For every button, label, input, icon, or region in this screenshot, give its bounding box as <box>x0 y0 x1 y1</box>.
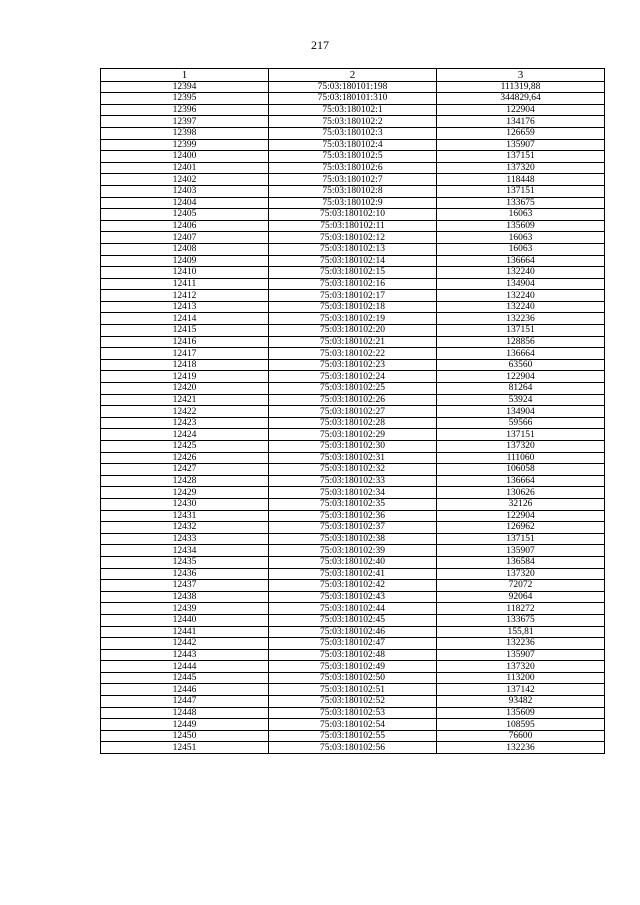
row-number-cell: 12434 <box>101 545 269 557</box>
value-cell: 63560 <box>437 359 605 371</box>
table-row <box>101 313 605 325</box>
table-row <box>101 359 605 371</box>
value-cell: 108595 <box>437 719 605 731</box>
cadastral-number-cell: 75:03:180102:8 <box>269 185 437 197</box>
value-cell: 136664 <box>437 348 605 360</box>
value-cell: 128856 <box>437 336 605 348</box>
value-cell: 135907 <box>437 545 605 557</box>
value-cell: 137320 <box>437 661 605 673</box>
row-number-cell: 12404 <box>101 197 269 209</box>
cadastral-number-cell: 75:03:180102:39 <box>269 545 437 557</box>
table-row <box>101 487 605 499</box>
row-number-cell: 12447 <box>101 696 269 708</box>
table-row <box>101 255 605 267</box>
table-row <box>101 742 605 754</box>
table-row <box>101 243 605 255</box>
row-number-cell: 12418 <box>101 359 269 371</box>
value-cell: 137151 <box>437 325 605 337</box>
row-number-cell: 12431 <box>101 510 269 522</box>
row-number-cell: 12437 <box>101 580 269 592</box>
cadastral-number-cell: 75:03:180102:48 <box>269 649 437 661</box>
cadastral-number-cell: 75:03:180102:3 <box>269 127 437 139</box>
value-cell: 122904 <box>437 371 605 383</box>
row-number-cell: 12394 <box>101 81 269 93</box>
value-cell: 132240 <box>437 301 605 313</box>
value-cell: 122904 <box>437 104 605 116</box>
value-cell: 135907 <box>437 139 605 151</box>
value-cell: 137142 <box>437 684 605 696</box>
row-number-cell: 12409 <box>101 255 269 267</box>
value-cell: 132236 <box>437 313 605 325</box>
row-number-cell: 12398 <box>101 127 269 139</box>
table-row <box>101 417 605 429</box>
cadastral-number-cell: 75:03:180102:35 <box>269 498 437 510</box>
cadastral-number-cell: 75:03:180102:36 <box>269 510 437 522</box>
table-row <box>101 104 605 116</box>
table-row <box>101 162 605 174</box>
value-cell: 136584 <box>437 556 605 568</box>
value-cell: 122904 <box>437 510 605 522</box>
table-row <box>101 209 605 221</box>
row-number-cell: 12421 <box>101 394 269 406</box>
table-row <box>101 93 605 105</box>
value-cell: 137151 <box>437 429 605 441</box>
table-row <box>101 603 605 615</box>
table-row <box>101 649 605 661</box>
cadastral-number-cell: 75:03:180102:41 <box>269 568 437 580</box>
table-row <box>101 475 605 487</box>
row-number-cell: 12399 <box>101 139 269 151</box>
value-cell: 136664 <box>437 475 605 487</box>
cadastral-number-cell: 75:03:180102:1 <box>269 104 437 116</box>
row-number-cell: 12411 <box>101 278 269 290</box>
cadastral-number-cell: 75:03:180102:54 <box>269 719 437 731</box>
value-cell: 137320 <box>437 162 605 174</box>
row-number-cell: 12403 <box>101 185 269 197</box>
value-cell: 135907 <box>437 649 605 661</box>
row-number-cell: 12395 <box>101 93 269 105</box>
cadastral-number-cell: 75:03:180102:10 <box>269 209 437 221</box>
cadastral-number-cell: 75:03:180102:47 <box>269 638 437 650</box>
cadastral-number-cell: 75:03:180102:33 <box>269 475 437 487</box>
table-row <box>101 441 605 453</box>
value-cell: 16063 <box>437 209 605 221</box>
row-number-cell: 12440 <box>101 614 269 626</box>
value-cell: 132236 <box>437 742 605 754</box>
table-row <box>101 348 605 360</box>
row-number-cell: 12402 <box>101 174 269 186</box>
row-number-cell: 12449 <box>101 719 269 731</box>
table-row <box>101 336 605 348</box>
value-cell: 72072 <box>437 580 605 592</box>
row-number-cell: 12442 <box>101 638 269 650</box>
cadastral-number-cell: 75:03:180102:53 <box>269 707 437 719</box>
row-number-cell: 12413 <box>101 301 269 313</box>
row-number-cell: 12436 <box>101 568 269 580</box>
row-number-cell: 12433 <box>101 533 269 545</box>
table-row <box>101 220 605 232</box>
cadastral-number-cell: 75:03:180102:50 <box>269 672 437 684</box>
row-number-cell: 12406 <box>101 220 269 232</box>
table-row <box>101 371 605 383</box>
value-cell: 53924 <box>437 394 605 406</box>
cadastral-number-cell: 75:03:180102:22 <box>269 348 437 360</box>
value-cell: 137151 <box>437 185 605 197</box>
cadastral-number-cell: 75:03:180102:44 <box>269 603 437 615</box>
table-row <box>101 707 605 719</box>
value-cell: 113200 <box>437 672 605 684</box>
row-number-cell: 12444 <box>101 661 269 673</box>
table-row <box>101 452 605 464</box>
table-row <box>101 591 605 603</box>
value-cell: 130626 <box>437 487 605 499</box>
value-cell: 126962 <box>437 522 605 534</box>
table-row <box>101 383 605 395</box>
cadastral-number-cell: 75:03:180102:5 <box>269 151 437 163</box>
value-cell: 136664 <box>437 255 605 267</box>
value-cell: 137151 <box>437 533 605 545</box>
row-number-cell: 12430 <box>101 498 269 510</box>
row-number-cell: 12401 <box>101 162 269 174</box>
cadastral-number-cell: 75:03:180102:52 <box>269 696 437 708</box>
row-number-cell: 12432 <box>101 522 269 534</box>
value-cell: 132240 <box>437 290 605 302</box>
value-cell: 137320 <box>437 568 605 580</box>
cadastral-number-cell: 75:03:180102:49 <box>269 661 437 673</box>
row-number-cell: 12407 <box>101 232 269 244</box>
page-number: 217 <box>311 38 329 52</box>
row-number-cell: 12396 <box>101 104 269 116</box>
row-number-cell: 12446 <box>101 684 269 696</box>
table-row <box>101 232 605 244</box>
row-number-cell: 12424 <box>101 429 269 441</box>
column-header-2: 2 <box>269 69 437 82</box>
table-row <box>101 661 605 673</box>
cadastral-number-cell: 75:03:180102:7 <box>269 174 437 186</box>
cadastral-number-cell: 75:03:180102:4 <box>269 139 437 151</box>
cadastral-number-cell: 75:03:180102:26 <box>269 394 437 406</box>
cadastral-number-cell: 75:03:180102:20 <box>269 325 437 337</box>
cadastral-number-cell: 75:03:180102:30 <box>269 441 437 453</box>
cadastral-number-cell: 75:03:180102:17 <box>269 290 437 302</box>
row-number-cell: 12410 <box>101 267 269 279</box>
value-cell: 133675 <box>437 197 605 209</box>
cadastral-number-cell: 75:03:180101:310 <box>269 93 437 105</box>
value-cell: 16063 <box>437 243 605 255</box>
cadastral-number-cell: 75:03:180102:9 <box>269 197 437 209</box>
table-row <box>101 568 605 580</box>
value-cell: 32126 <box>437 498 605 510</box>
row-number-cell: 12397 <box>101 116 269 128</box>
table-row <box>101 197 605 209</box>
cadastral-number-cell: 75:03:180102:14 <box>269 255 437 267</box>
row-number-cell: 12445 <box>101 672 269 684</box>
table-row <box>101 626 605 638</box>
table-row <box>101 301 605 313</box>
cadastral-number-cell: 75:03:180102:16 <box>269 278 437 290</box>
row-number-cell: 12405 <box>101 209 269 221</box>
cadastral-number-cell: 75:03:180102:45 <box>269 614 437 626</box>
table-row <box>101 498 605 510</box>
cadastral-number-cell: 75:03:180102:13 <box>269 243 437 255</box>
header-row <box>101 69 605 82</box>
table-row <box>101 267 605 279</box>
row-number-cell: 12414 <box>101 313 269 325</box>
table-row <box>101 545 605 557</box>
value-cell: 111319,88 <box>437 81 605 93</box>
data-table <box>100 68 605 754</box>
row-number-cell: 12438 <box>101 591 269 603</box>
value-cell: 135609 <box>437 707 605 719</box>
row-number-cell: 12422 <box>101 406 269 418</box>
value-cell: 134904 <box>437 278 605 290</box>
value-cell: 126659 <box>437 127 605 139</box>
table-body <box>101 81 605 753</box>
value-cell: 134176 <box>437 116 605 128</box>
value-cell: 137151 <box>437 151 605 163</box>
table-row <box>101 580 605 592</box>
cadastral-number-cell: 75:03:180102:43 <box>269 591 437 603</box>
value-cell: 93482 <box>437 696 605 708</box>
column-header-1: 1 <box>101 69 269 82</box>
row-number-cell: 12420 <box>101 383 269 395</box>
value-cell: 118448 <box>437 174 605 186</box>
value-cell: 59566 <box>437 417 605 429</box>
value-cell: 132240 <box>437 267 605 279</box>
table-row <box>101 730 605 742</box>
cadastral-number-cell: 75:03:180102:55 <box>269 730 437 742</box>
cadastral-number-cell: 75:03:180102:34 <box>269 487 437 499</box>
cadastral-number-cell: 75:03:180102:37 <box>269 522 437 534</box>
table-row <box>101 522 605 534</box>
row-number-cell: 12439 <box>101 603 269 615</box>
row-number-cell: 12412 <box>101 290 269 302</box>
cadastral-number-cell: 75:03:180102:56 <box>269 742 437 754</box>
value-cell: 16063 <box>437 232 605 244</box>
table-row <box>101 185 605 197</box>
cadastral-number-cell: 75:03:180102:2 <box>269 116 437 128</box>
row-number-cell: 12417 <box>101 348 269 360</box>
row-number-cell: 12448 <box>101 707 269 719</box>
value-cell: 134904 <box>437 406 605 418</box>
row-number-cell: 12425 <box>101 441 269 453</box>
table-row <box>101 394 605 406</box>
table-row <box>101 325 605 337</box>
row-number-cell: 12428 <box>101 475 269 487</box>
cadastral-number-cell: 75:03:180102:51 <box>269 684 437 696</box>
cadastral-number-cell: 75:03:180102:29 <box>269 429 437 441</box>
cadastral-number-cell: 75:03:180101:198 <box>269 81 437 93</box>
table-row <box>101 638 605 650</box>
row-number-cell: 12450 <box>101 730 269 742</box>
cadastral-number-cell: 75:03:180102:27 <box>269 406 437 418</box>
table-row <box>101 406 605 418</box>
cadastral-number-cell: 75:03:180102:6 <box>269 162 437 174</box>
value-cell: 344829,64 <box>437 93 605 105</box>
table-row <box>101 151 605 163</box>
row-number-cell: 12400 <box>101 151 269 163</box>
row-number-cell: 12416 <box>101 336 269 348</box>
cadastral-number-cell: 75:03:180102:11 <box>269 220 437 232</box>
value-cell: 155,81 <box>437 626 605 638</box>
row-number-cell: 12435 <box>101 556 269 568</box>
cadastral-number-cell: 75:03:180102:31 <box>269 452 437 464</box>
value-cell: 132236 <box>437 638 605 650</box>
table-row <box>101 696 605 708</box>
cadastral-number-cell: 75:03:180102:15 <box>269 267 437 279</box>
cadastral-number-cell: 75:03:180102:19 <box>269 313 437 325</box>
table-row <box>101 139 605 151</box>
cadastral-number-cell: 75:03:180102:18 <box>269 301 437 313</box>
value-cell: 118272 <box>437 603 605 615</box>
table-row <box>101 510 605 522</box>
cadastral-number-cell: 75:03:180102:38 <box>269 533 437 545</box>
cadastral-number-cell: 75:03:180102:42 <box>269 580 437 592</box>
table-row <box>101 174 605 186</box>
table-row <box>101 278 605 290</box>
cadastral-number-cell: 75:03:180102:21 <box>269 336 437 348</box>
table-row <box>101 719 605 731</box>
value-cell: 81264 <box>437 383 605 395</box>
row-number-cell: 12419 <box>101 371 269 383</box>
value-cell: 111060 <box>437 452 605 464</box>
table-row <box>101 533 605 545</box>
column-header-3: 3 <box>437 69 605 82</box>
row-number-cell: 12451 <box>101 742 269 754</box>
row-number-cell: 12415 <box>101 325 269 337</box>
table-header <box>101 69 605 82</box>
row-number-cell: 12443 <box>101 649 269 661</box>
cadastral-number-cell: 75:03:180102:25 <box>269 383 437 395</box>
row-number-cell: 12426 <box>101 452 269 464</box>
cadastral-number-cell: 75:03:180102:28 <box>269 417 437 429</box>
table-row <box>101 290 605 302</box>
row-number-cell: 12429 <box>101 487 269 499</box>
table-row <box>101 614 605 626</box>
table-row <box>101 116 605 128</box>
value-cell: 137320 <box>437 441 605 453</box>
table-row <box>101 464 605 476</box>
table-row <box>101 429 605 441</box>
cadastral-number-cell: 75:03:180102:12 <box>269 232 437 244</box>
value-cell: 133675 <box>437 614 605 626</box>
cadastral-number-cell: 75:03:180102:23 <box>269 359 437 371</box>
value-cell: 106058 <box>437 464 605 476</box>
value-cell: 92064 <box>437 591 605 603</box>
table-row <box>101 81 605 93</box>
row-number-cell: 12441 <box>101 626 269 638</box>
value-cell: 76600 <box>437 730 605 742</box>
row-number-cell: 12427 <box>101 464 269 476</box>
value-cell: 135609 <box>437 220 605 232</box>
cadastral-number-cell: 75:03:180102:46 <box>269 626 437 638</box>
table-row <box>101 556 605 568</box>
cadastral-number-cell: 75:03:180102:40 <box>269 556 437 568</box>
row-number-cell: 12408 <box>101 243 269 255</box>
cadastral-number-cell: 75:03:180102:24 <box>269 371 437 383</box>
table-row <box>101 127 605 139</box>
cadastral-number-cell: 75:03:180102:32 <box>269 464 437 476</box>
table-row <box>101 672 605 684</box>
table-row <box>101 684 605 696</box>
row-number-cell: 12423 <box>101 417 269 429</box>
